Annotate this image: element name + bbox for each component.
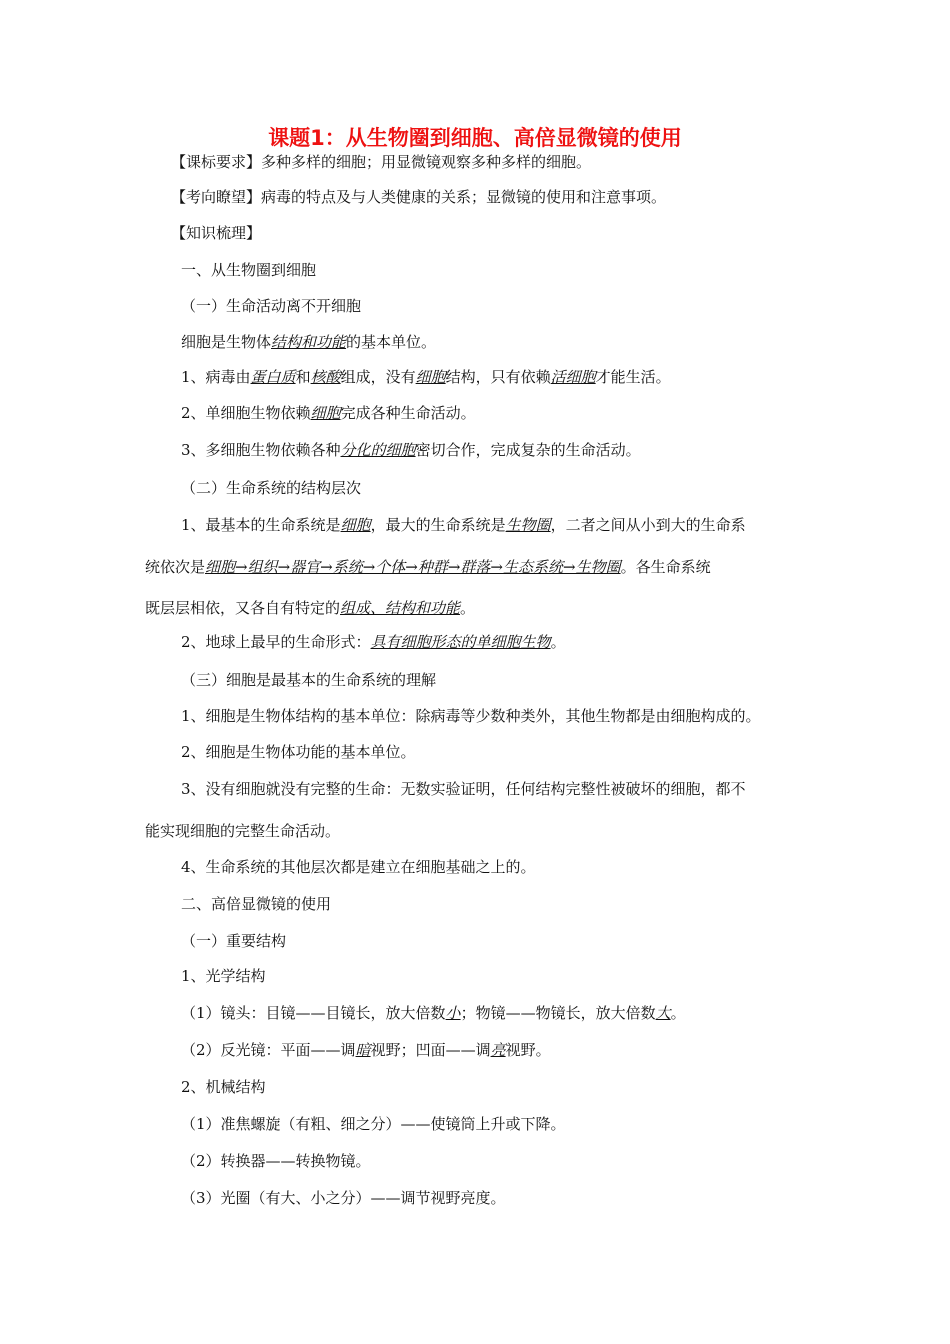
text-segment: 1、病毒由 [181, 368, 251, 386]
text-line [181, 966, 266, 986]
document-title: 课题1：从生物圈到细胞、高倍显微镜的使用 [268, 126, 682, 150]
text-segment: 。 [460, 599, 476, 617]
text-line [145, 557, 711, 577]
underlined-answer: 小 [445, 1004, 461, 1022]
text-line [171, 187, 666, 207]
underlined-answer: 组成、结构和功能 [340, 599, 461, 617]
underlined-answer: 具有细胞形态的单细胞生物 [370, 633, 551, 651]
text-segment: 完成各种生命活动。 [340, 404, 476, 422]
text-line [181, 296, 361, 316]
underlined-answer: 活细胞 [550, 368, 596, 386]
text-segment: 【知识梳理】 [171, 224, 262, 242]
text-line [181, 403, 476, 423]
text-segment: 组成，没有 [340, 368, 416, 386]
text-segment: 2、地球上最早的生命形式： [181, 633, 371, 651]
text-segment: （一）生命活动离不开细胞 [181, 297, 362, 315]
text-line [171, 223, 261, 243]
underlined-answer: 蛋白质 [250, 368, 296, 386]
text-segment: 既层层相依，又各自有特定的 [145, 599, 341, 617]
text-segment: 。各生命系统 [620, 558, 711, 576]
text-segment: 统依次是 [145, 558, 206, 576]
text-line [181, 742, 416, 762]
underlined-answer: 分化的细胞 [340, 441, 416, 459]
text-segment: （二）生命系统的结构层次 [181, 479, 362, 497]
text-line [181, 1151, 371, 1171]
text-segment: （2）转换器——转换物镜。 [181, 1152, 371, 1170]
text-segment: 1、最基本的生命系统是 [181, 516, 341, 534]
text-line [181, 894, 331, 914]
text-segment: 细胞是生物体 [181, 333, 272, 351]
text-segment: 视野；凹面——调 [370, 1041, 491, 1059]
text-segment: 4、生命系统的其他层次都是建立在细胞基础之上的。 [181, 858, 536, 876]
text-line [181, 367, 671, 387]
text-line [145, 821, 340, 841]
text-line [181, 1188, 506, 1208]
text-line [181, 260, 316, 280]
underlined-answer: 生物圈 [505, 516, 551, 534]
text-segment: 。 [670, 1004, 686, 1022]
text-segment: （1）镜头：目镜——目镜长，放大倍数 [181, 1004, 446, 1022]
text-line [181, 478, 361, 498]
text-segment: 3、多细胞生物依赖各种 [181, 441, 341, 459]
text-line [181, 440, 641, 460]
text-segment: 结构，只有依赖 [445, 368, 551, 386]
text-segment: 2、机械结构 [181, 1078, 266, 1096]
text-segment: ，二者之间从小到大的生命系 [550, 516, 746, 534]
text-segment: 二、高倍显微镜的使用 [181, 895, 332, 913]
text-line [181, 1003, 686, 1023]
text-line [181, 857, 536, 877]
text-line [181, 632, 566, 652]
text-line [181, 931, 286, 951]
underlined-answer: 结构和功能 [271, 333, 347, 351]
text-segment: 2、单细胞生物依赖 [181, 404, 311, 422]
text-segment: 【考向瞭望】病毒的特点及与人类健康的关系；显微镜的使用和注意事项。 [171, 188, 667, 206]
underlined-answer: 细胞→组织→器官→系统→个体→种群→群落→生态系统→生物圈 [205, 558, 621, 576]
text-line [181, 779, 746, 799]
text-segment: （3）光圈（有大、小之分）——调节视野亮度。 [181, 1189, 506, 1207]
text-segment: ；物镜——物镜长，放大倍数 [460, 1004, 656, 1022]
text-segment: 。 [550, 633, 566, 651]
text-line [145, 598, 475, 618]
underlined-answer: 大 [655, 1004, 671, 1022]
text-line [181, 706, 761, 726]
text-line [181, 515, 746, 535]
text-line [171, 152, 591, 172]
underlined-answer: 细胞 [310, 404, 341, 422]
text-line [181, 670, 436, 690]
text-segment: （三）细胞是最基本的生命系统的理解 [181, 671, 437, 689]
underlined-answer: 细胞 [340, 516, 371, 534]
text-segment: 和 [295, 368, 311, 386]
text-line [181, 1040, 551, 1060]
text-segment: 1、光学结构 [181, 967, 266, 985]
underlined-answer: 细胞 [415, 368, 446, 386]
text-line [181, 332, 436, 352]
text-segment: 3、没有细胞就没有完整的生命：无数实验证明，任何结构完整性被破坏的细胞，都不 [181, 780, 746, 798]
text-line [181, 1077, 266, 1097]
text-line [181, 1114, 566, 1134]
text-segment: （1）准焦螺旋（有粗、细之分）——使镜筒上升或下降。 [181, 1115, 566, 1133]
text-segment: 才能生活。 [595, 368, 671, 386]
text-segment: 能实现细胞的完整生命活动。 [145, 822, 341, 840]
text-segment: ，最大的生命系统是 [370, 516, 506, 534]
text-segment: 一、从生物圈到细胞 [181, 261, 317, 279]
text-segment: 2、细胞是生物体功能的基本单位。 [181, 743, 416, 761]
underlined-answer: 暗 [355, 1041, 371, 1059]
text-segment: （2）反光镜：平面——调 [181, 1041, 356, 1059]
text-segment: 【课标要求】多种多样的细胞；用显微镜观察多种多样的细胞。 [171, 153, 592, 171]
text-segment: 视野。 [505, 1041, 551, 1059]
text-segment: 1、细胞是生物体结构的基本单位：除病毒等少数种类外，其他生物都是由细胞构成的。 [181, 707, 761, 725]
underlined-answer: 核酸 [310, 368, 341, 386]
underlined-answer: 亮 [490, 1041, 506, 1059]
text-segment: 的基本单位。 [346, 333, 437, 351]
text-segment: （一）重要结构 [181, 932, 287, 950]
text-segment: 密切合作，完成复杂的生命活动。 [415, 441, 641, 459]
